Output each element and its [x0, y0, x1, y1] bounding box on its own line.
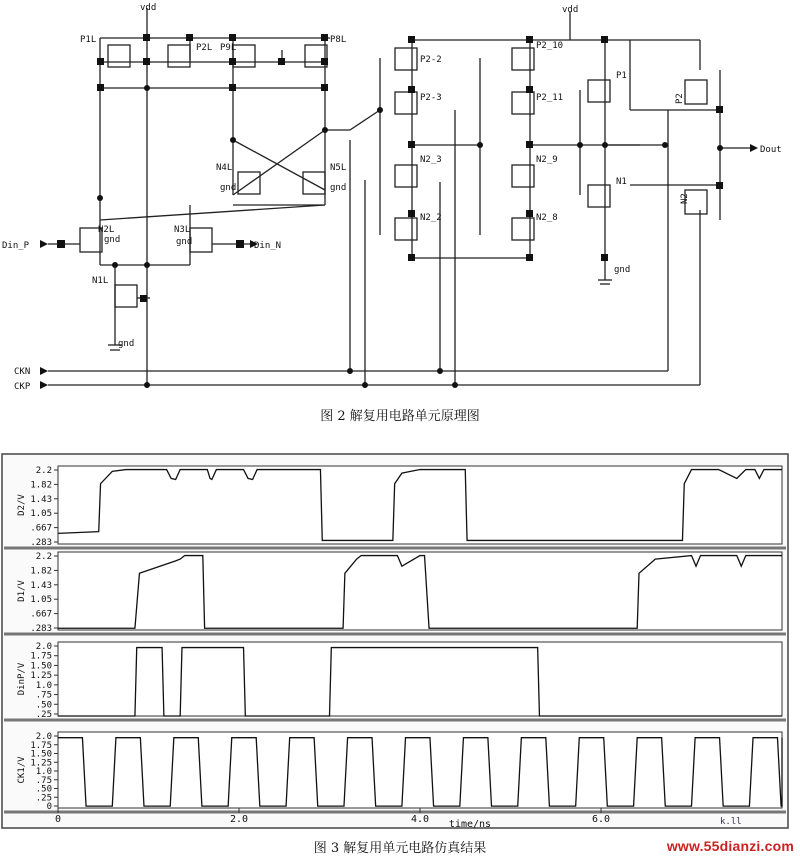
label-ckn: CKN — [14, 367, 31, 377]
label-n2-9: N2_9 — [536, 155, 558, 165]
label-gnd-n5l: gnd — [330, 183, 347, 193]
label-n2-3: N2_3 — [420, 155, 442, 165]
label-p9l: P9L — [220, 43, 237, 53]
y-tick-label: 1.43 — [30, 494, 52, 505]
label-gnd-n3l: gnd — [176, 237, 193, 247]
label-din-n: Din_N — [254, 241, 282, 251]
y-tick-label: .75 — [35, 690, 52, 701]
y-tick-label: 1.05 — [30, 509, 52, 520]
label-gnd-inverter: gnd — [614, 265, 631, 275]
x-tick-label: 2.0 — [229, 814, 249, 825]
x-axis-label: time/ns — [448, 819, 492, 830]
y-axis-label: D1/V — [17, 580, 27, 602]
label-ckp: CKP — [14, 382, 31, 392]
y-tick-label: .75 — [35, 775, 52, 786]
x-tick-label: 4.0 — [410, 814, 430, 825]
label-n2: N2 — [680, 193, 690, 204]
y-tick-label: .25 — [35, 793, 52, 804]
y-tick-label: 2.0 — [35, 732, 52, 742]
y-tick-label: .667 — [30, 523, 52, 534]
y-tick-label: 1.75 — [30, 651, 52, 662]
label-n3l: N3L — [174, 225, 191, 235]
label-p2-10: P2_10 — [536, 41, 564, 51]
y-tick-label: .50 — [35, 784, 52, 795]
y-axis-label: CK1/V — [17, 756, 27, 784]
y-tick-label: 1.82 — [30, 480, 52, 491]
y-tick-label: 1.0 — [35, 680, 52, 691]
simulation-waveforms — [0, 452, 800, 830]
panel-frame — [58, 466, 782, 544]
y-tick-label: 1.75 — [30, 740, 52, 751]
y-tick-label: 0 — [46, 802, 52, 812]
x-tick-label: 0 — [54, 814, 62, 825]
label-n4l: N4L — [216, 163, 233, 173]
label-p2l: P2L — [196, 43, 213, 53]
y-axis-label: DinP/V — [17, 662, 27, 696]
label-dout: Dout — [760, 145, 782, 155]
x-tick-label: 6.0 — [591, 814, 611, 825]
label-p2-3: P2-3 — [420, 93, 442, 103]
y-tick-label: .50 — [35, 700, 52, 711]
y-tick-label: 1.05 — [30, 595, 52, 606]
watermark-text: www.55dianzi.com — [666, 838, 794, 854]
y-tick-label: .283 — [30, 624, 52, 634]
label-din-p: Din_P — [2, 241, 30, 251]
label-p1: P1 — [616, 71, 627, 81]
y-tick-label: 2.2 — [35, 466, 52, 476]
y-tick-label: 1.50 — [30, 661, 52, 672]
y-tick-label: 1.0 — [35, 767, 52, 777]
figure-2-caption: 图 2 解复用电路单元原理图 — [320, 409, 480, 424]
y-tick-label: 2.0 — [35, 642, 52, 652]
figure-3-caption: 图 3 解复用单元电路仿真结果 — [313, 841, 487, 856]
label-p2-2: P2-2 — [420, 55, 442, 65]
label-vdd-left: vdd — [140, 3, 157, 13]
y-axis-label: D2/V — [17, 494, 27, 516]
label-n1l: N1L — [92, 276, 109, 286]
label-n2-2: N2_2 — [420, 213, 442, 223]
panel-frame — [58, 732, 782, 808]
label-p8l: P8L — [330, 35, 347, 45]
label-n2l: N2L — [98, 225, 115, 235]
demux-schematic — [0, 0, 800, 400]
y-tick-label: .667 — [30, 609, 52, 620]
label-gnd-n2l: gnd — [104, 235, 121, 245]
y-tick-label: 1.43 — [30, 580, 52, 591]
y-tick-label: 1.25 — [30, 758, 52, 769]
label-gnd-n4l: gnd — [220, 183, 237, 193]
label-p2: P2 — [675, 93, 685, 104]
y-tick-label: 1.50 — [30, 749, 52, 760]
y-tick-label: .283 — [30, 538, 52, 548]
label-p1l: P1L — [80, 35, 97, 45]
y-tick-label: 1.25 — [30, 671, 52, 682]
panel-frame — [58, 642, 782, 716]
corner-tag: k.ll — [720, 817, 742, 827]
label-n1: N1 — [616, 177, 627, 187]
y-tick-label: 1.82 — [30, 566, 52, 577]
label-p2-11: P2_11 — [536, 93, 564, 103]
y-tick-label: .25 — [35, 710, 52, 720]
label-n2-8: N2_8 — [536, 213, 558, 223]
label-gnd-n1l: gnd — [118, 339, 135, 349]
label-vdd-right: vdd — [562, 5, 579, 15]
y-tick-label: 2.2 — [35, 552, 52, 562]
label-n5l: N5L — [330, 163, 347, 173]
